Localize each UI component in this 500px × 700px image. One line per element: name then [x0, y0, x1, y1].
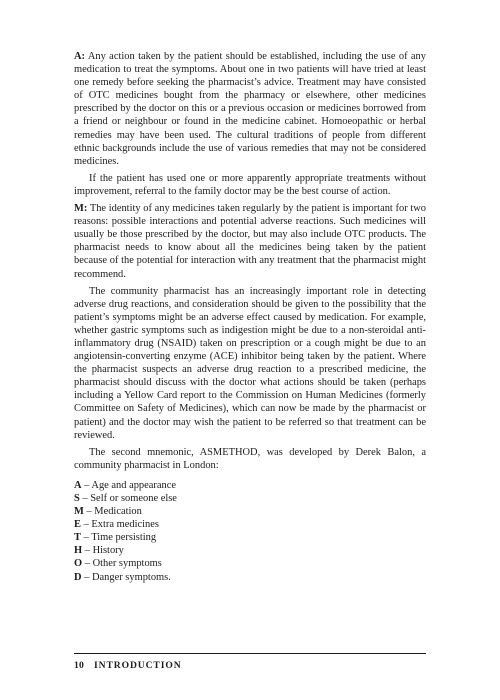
page-number: 10	[74, 660, 84, 671]
list-item	[74, 518, 426, 531]
body-text	[74, 50, 426, 584]
mnemonic-text: – Extra medicines	[80, 519, 159, 531]
paragraph-m	[74, 202, 426, 281]
mnemonic-letter: S	[74, 493, 80, 504]
mnemonic-letter: M	[74, 506, 84, 518]
mnemonic-letter: D	[74, 571, 82, 583]
running-section-title: INTRODUCTION	[94, 660, 182, 671]
mnemonic-text: – Other symptoms	[82, 558, 162, 570]
paragraph-second-mnemonic: The second mnemonic, ASMETHOD, was developed by Derek Balon, a community pharmacist in London:	[74, 446, 426, 471]
list-item	[74, 557, 426, 570]
list-item	[74, 571, 426, 584]
list-item	[74, 479, 426, 492]
asmethod-list	[74, 479, 426, 584]
list-item	[74, 531, 426, 544]
mnemonic-letter: A	[74, 479, 82, 491]
mnemonic-text: – Medication	[83, 506, 142, 518]
m-label: M:	[74, 203, 88, 215]
list-item	[74, 492, 426, 505]
a-label: A:	[74, 51, 86, 62]
mnemonic-letter: H	[74, 545, 83, 557]
page-footer	[74, 660, 182, 671]
mnemonic-letter: O	[74, 558, 83, 570]
paragraph-community: The community pharmacist has an increasingly important role in detecting adverse drug reactions, and consideration should be given to the possibility that the patient’s symptoms might be an adverse effect caused by medication. For example, whether gastric symptoms such as indigestion might be due to a non-steroidal anti-inflammatory drug (NSAID) taken on prescription or a cough might be due to an angiotensin-converting enzyme (ACE) inhibitor being taken by the patient. Where the pharmacist suspects an adverse drug reaction to a prescribed medicine, the pharmacist should discuss with the doctor what actions should be taken (perhaps including a Yellow Card report to the Commission on Human Medicines (formerly Committee on Safety of Medicines), which can now be made by the pharmacist or patient) and the doctor may wish the patient to be referred so that treatment can be reviewed.	[74, 285, 426, 441]
paragraph-a	[74, 50, 426, 168]
list-item	[74, 505, 426, 518]
mnemonic-text: – Time persisting	[80, 532, 157, 544]
m-text: The identity of any medicines taken regularly by the patient is important for two reasons: possible interactions and potential adverse reactions. Such medicines will usually be those prescribed by the doctor, but may also include OTC products. The pharmacist needs to know about all the medicines being taken by the patient because of the potential for interaction with any treatment that the pharmacist might recommend.	[74, 203, 426, 280]
mnemonic-text: – Danger symptoms.	[81, 571, 171, 583]
mnemonic-text: – Age and appearance	[81, 479, 177, 491]
paragraph-referral: If the patient has used one or more apparently appropriate treatments without improvement, referral to the family doctor may be the best course of action.	[74, 172, 426, 197]
list-item	[74, 544, 426, 557]
footer-rule	[74, 653, 426, 654]
a-text: Any action taken by the patient should be established, including the use of any medication to treat the symptoms. About one in two patients will have tried at least one remedy before seeking the pharmacist’s advice. Treatment may have consisted of OTC medicines bought from the pharmacy or elsewhere, other medicines prescribed by the doctor on this or a previous occasion or medicines borrowed from a friend or neighbour or found in the medicine cabinet. Homoeopathic or herbal remedies may have been used. The cultural traditions of people from different ethnic backgrounds include the use of various remedies that may not be considered medicines.	[74, 51, 426, 167]
mnemonic-letter: T	[74, 532, 81, 544]
mnemonic-text: – Self or someone else	[79, 493, 177, 504]
mnemonic-letter: E	[74, 519, 81, 531]
mnemonic-text: – History	[82, 545, 124, 557]
